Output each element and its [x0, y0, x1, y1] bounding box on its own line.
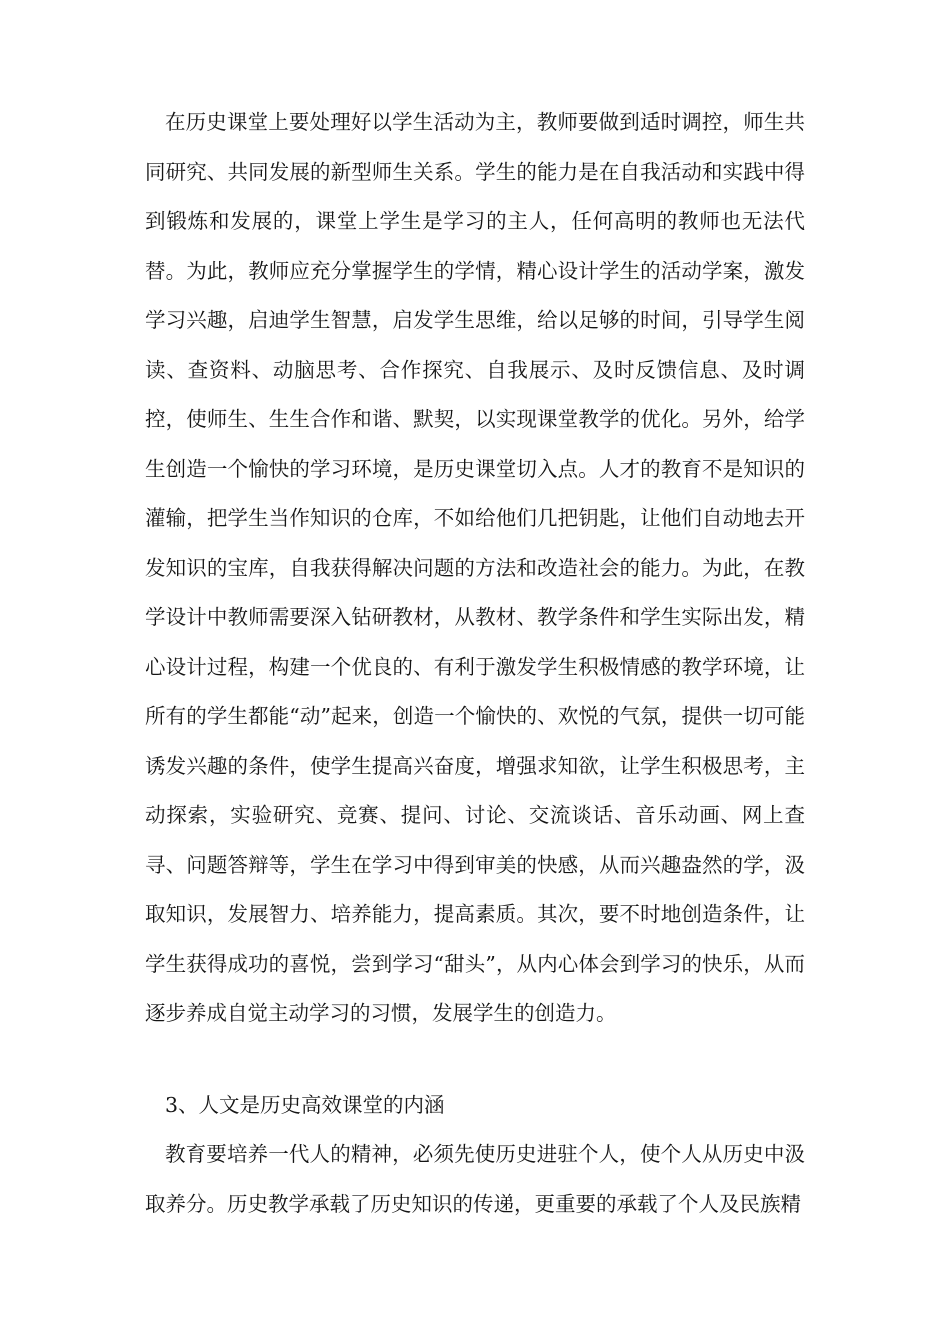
body-paragraph — [145, 98, 805, 1039]
section-heading-text: 3、人文是历史高效课堂的内涵 — [165, 1093, 445, 1117]
body-paragraph — [145, 1130, 805, 1229]
paragraph-text: 教育要培养一代人的精神，必须先使历史进驻个人，使个人从历史中汲取养分。历史教学承载了历史知识的传递，更重要的承载了个人及民族精 — [145, 1142, 805, 1216]
section-heading — [145, 1081, 805, 1131]
paragraph-text: 在历史课堂上要处理好以学生活动为主，教师要做到适时调控，师生共同研究、共同发展的新型师生关系。学生的能力是在自我活动和实践中得到锻炼和发展的，课堂上学生是学习的主人，任何高明的教师也无法代替。为此，教师应充分掌握学生的学情，精心设计学生的活动学案，激发学习兴趣，启迪学生智慧，启发学生思维，给以足够的时间，引导学生阅读、查资料、动脑思考、合作探究、自我展示、及时反馈信息、及时调控，使师生、生生合作和谐、默契，以实现课堂教学的优化。另外，给学生创造一个愉快的学习环境，是历史课堂切入点。人才的教育不是知识的灌输，把学生当作知识的仓库，不如给他们几把钥匙，让他们自动地去开发知识的宝库，自我获得解决问题的方法和改造社会的能力。为此，在教学设计中教师需要深入钻研教材，从教材、教学条件和学生实际出发，精心设计过程，构建一个优良的、有利于激发学生积极情感的教学环境，让所有的学生都能“动”起来，创造一个愉快的、欢悦的气氛，提供一切可能诱发兴趣的条件，使学生提高兴奋度，增强求知欲，让学生积极思考，主动探索，实验研究、竞赛、提问、讨论、交流谈话、音乐动画、网上查寻、问题答辩等，学生在学习中得到审美的快感，从而兴趣盎然的学，汲取知识，发展智力、培养能力，提高素质。其次，要不时地创造条件，让学生获得成功的喜悦，尝到学习“甜头”，从内心体会到学习的快乐，从而逐步养成自觉主动学习的习惯，发展学生的创造力。 — [145, 110, 805, 1025]
